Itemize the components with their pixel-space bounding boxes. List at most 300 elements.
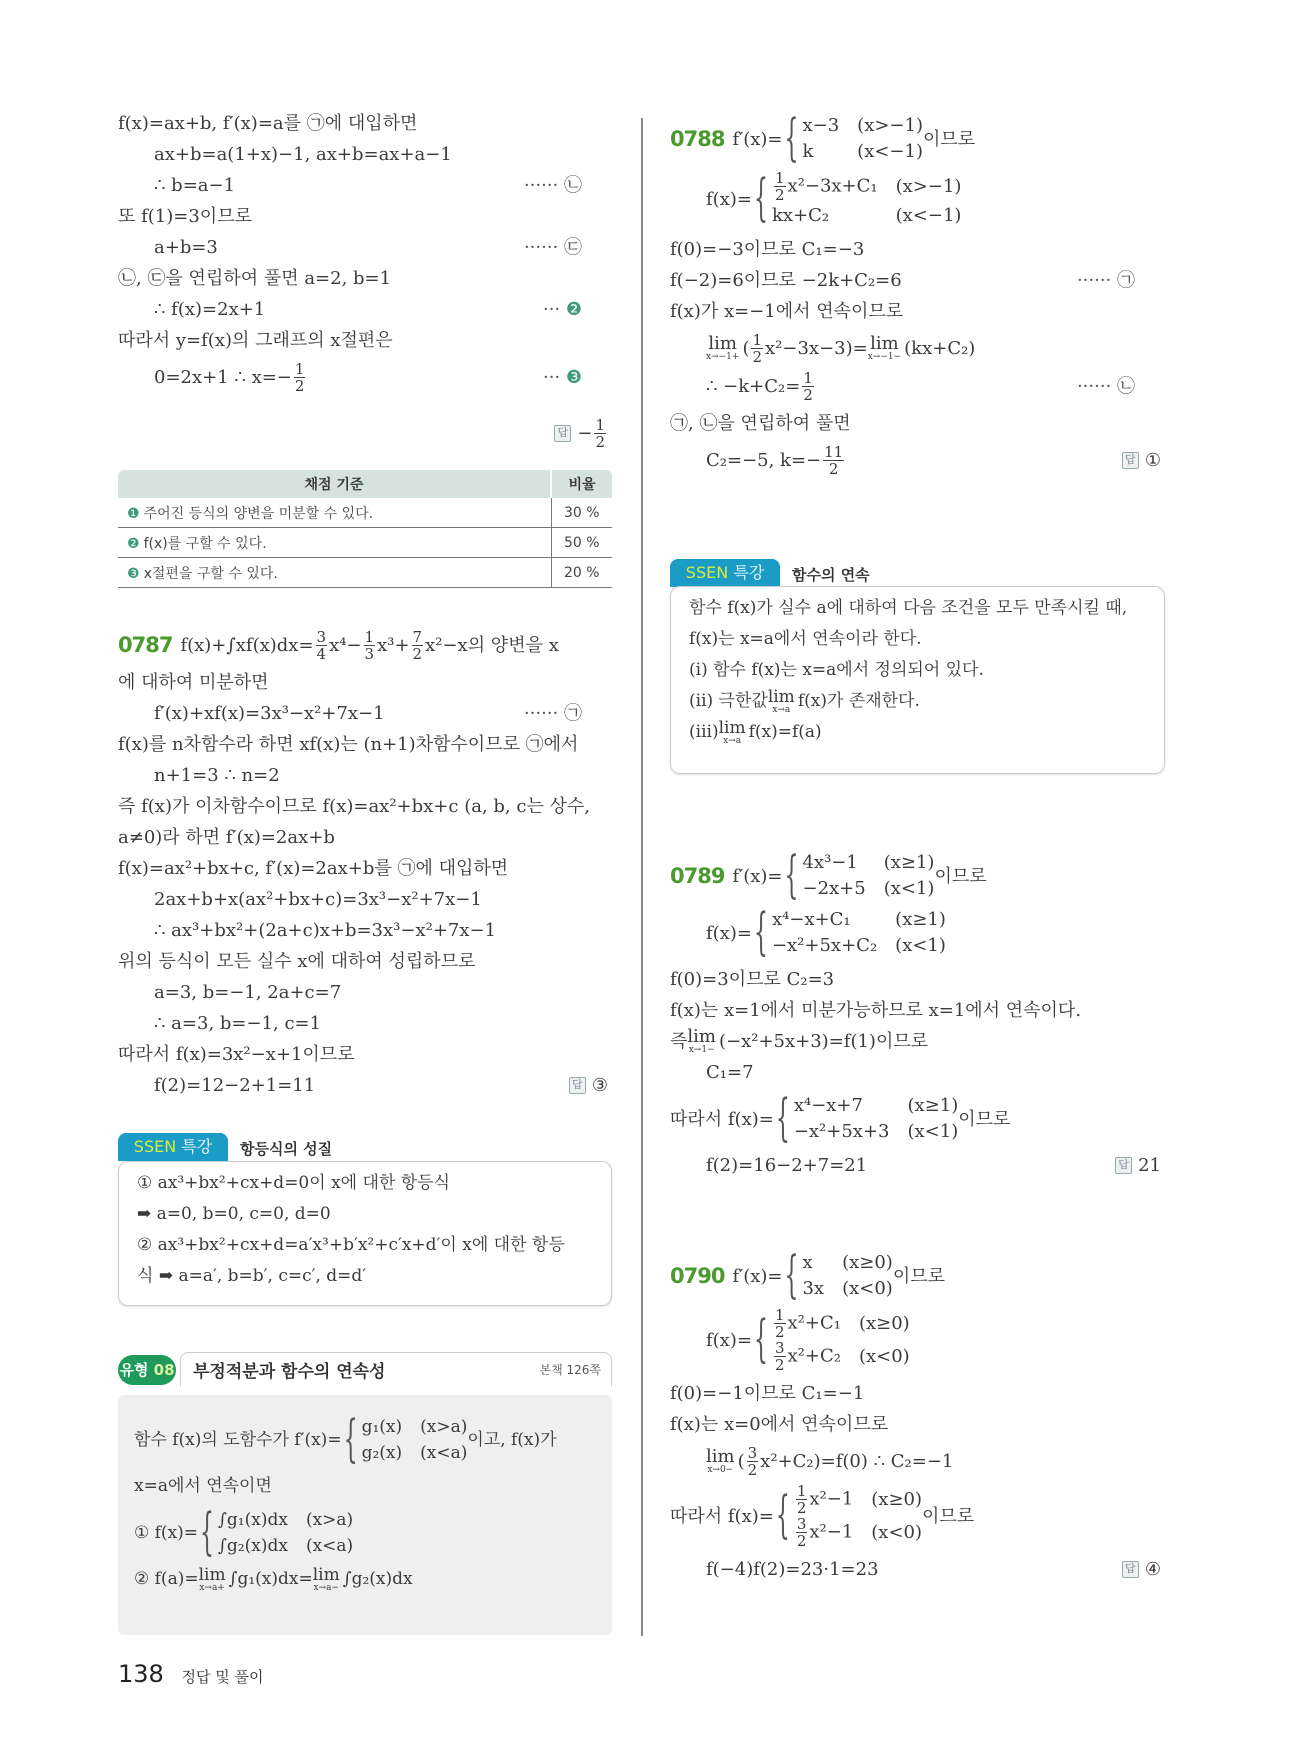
math-text: (x<1) [907,1121,959,1142]
piecewise-cases [198,1504,354,1562]
case-condition [908,1093,959,1119]
solution-line [118,760,612,791]
limit [706,335,739,362]
math-text: −x²+5x+C₂ [771,935,878,956]
math-text: 2ax+b+x(ax²+bx+c)=3x³−x²+7x−1 [154,889,482,910]
limit [768,688,795,715]
math-text: 에 대하여 미분하면 [118,672,269,693]
numerator: 3 [796,1515,807,1533]
case-condition [857,113,923,139]
solution-line [670,1483,1165,1549]
solution-line [670,904,1165,962]
math-text: ∴ b=a−1 [154,175,236,196]
math-text: ax+b=a(1+x)−1, ax+b=ax+a−1 [154,144,452,165]
math-text: 함수 f(x)의 도함수가 f′(x)= [134,1429,342,1450]
case-condition [306,1533,353,1559]
denominator: 2 [796,1499,807,1517]
type-badge-label: 유형 [119,1361,149,1379]
case-expression [802,1276,824,1302]
case-expression [794,1516,853,1549]
math-text: x³+ [377,635,410,656]
type-summary-box [118,1395,612,1635]
ssen-title: 항등식의 성질 [240,1140,333,1158]
math-text: (x>−1) [895,175,962,197]
solution-line [118,1070,612,1101]
ssen-content [689,593,1146,748]
math-text: (x<−1) [857,141,923,162]
page-number: 138 [118,1660,164,1688]
answer-icon: 답 [1122,452,1139,469]
fraction [774,1307,786,1340]
step-number-icon: ❶ [127,505,140,522]
ssen-lecture-tag [670,559,780,587]
math-text: 따라서 y=f(x)의 그래프의 x절편은 [118,330,393,351]
lim-text: lim [312,1565,340,1585]
denominator: 2 [294,377,305,395]
math-text: ➡ a=0, b=0, c=0, d=0 [137,1204,331,1224]
math-text: g₁(x) [361,1417,403,1437]
cases-grid [772,1307,910,1373]
solution-0787 [118,624,612,1101]
solution-line [134,1411,596,1469]
case-expression [772,933,877,959]
solution-line [118,263,612,294]
math-text: f(x)가 존재한다. [797,691,920,711]
math-text: f(x)는 x=1에서 미분가능하므로 x=1에서 연속이다. [670,1000,1082,1021]
numerator: 3 [316,628,327,646]
denominator: 4 [316,645,327,663]
fraction [751,332,763,365]
math-text: −2x+5 [802,878,866,899]
left-brace-icon: { [784,110,799,168]
math-text: ∫g₁(x)dx [218,1510,288,1530]
math-text: (x<1) [883,878,935,899]
case-expression [802,139,839,165]
criteria-text: f(x)를 구할 수 있다. [143,535,267,552]
math-text: kx+C₂ [771,205,830,226]
left-brace-icon: { [775,1090,790,1148]
solution-line [137,1261,593,1292]
left-brace-icon: { [784,1247,799,1305]
answer-icon: 답 [1122,1561,1139,1578]
case-expression [772,203,878,229]
answer-icon: 답 [569,1077,586,1094]
type-summary-content [134,1411,596,1595]
solution-line [137,1199,593,1230]
lim-subscript: x→a− [313,1583,339,1593]
solution-line [118,884,612,915]
step-number-icon: ❸ [127,565,140,582]
math-text: ∫g₂(x)dx [342,1569,413,1589]
equation-marker [524,232,582,263]
math-text: (x>a) [420,1417,468,1437]
limit [719,719,746,746]
solution-0788 [670,108,1165,482]
piecewise-cases [752,904,946,962]
math-text: f(x)= [706,189,752,210]
math-text: ① f(x)= [134,1522,199,1543]
solution-line [670,296,1165,327]
math-text: (x<−1) [895,205,962,226]
fraction [823,444,844,477]
answer-icon: 답 [554,425,571,442]
solution-line [118,629,612,662]
cases-grid [772,170,961,229]
math-text: a+b=3 [154,237,218,258]
math-text: 또 f(1)=3이므로 [118,206,252,227]
case-expression [772,1307,841,1340]
math-text: 따라서 f(x)= [670,1108,774,1130]
marker-dots: ······ [523,237,564,258]
equation-marker [543,294,582,325]
math-text: x⁴−x+7 [793,1095,863,1116]
problem-number: 0790 [670,1263,725,1288]
math-text: 이므로 [922,128,976,150]
lim-text: lim [718,718,746,738]
math-text: f(x)=ax+b, f′(x)=a를 ㉠에 대입하면 [118,113,418,134]
numerator: 1 [752,331,763,349]
step-number-icon: ❷ [127,535,140,552]
solution-line [118,201,612,232]
criteria-text: 주어진 등식의 양변을 미분할 수 있다. [143,505,374,522]
piecewise-cases [752,1307,910,1373]
math-text: a≠0)라 하면 f′(x)=2ax+b [118,827,335,848]
math-group [794,1516,853,1549]
ratio-value: 20 % [551,558,612,588]
solution-line [118,232,612,263]
cases-grid [362,1414,468,1466]
math-text: 함수 f(x)가 실수 a에 대하여 다음 조건을 모두 만족시킬 때, [689,598,1128,618]
numerator: 3 [747,1444,758,1462]
math-text: (x≥0) [858,1312,910,1334]
solution-line [670,370,1165,403]
left-brace-icon: { [784,847,799,905]
piecewise-cases [752,170,961,229]
criteria-text: x절편을 구할 수 있다. [143,565,278,582]
fraction [796,1516,808,1549]
cases-grid [802,113,923,165]
problem-number: 0787 [118,633,173,657]
math-text: x [802,1252,813,1273]
piecewise-cases [782,110,923,168]
case-expression [802,876,865,902]
math-text: ③ [591,1075,608,1096]
math-text: f(x)+∫xf(x)dx= [180,635,314,656]
case-expression [772,907,877,933]
math-text: (x<0) [858,1345,910,1367]
math-text: x²−1 [809,1488,854,1510]
table-row [118,498,612,528]
lim-text: lim [687,1026,716,1047]
solution-line [670,1057,1165,1088]
piecewise-cases [774,1090,959,1148]
denominator: 2 [412,645,423,663]
math-text: ② f(a)= [134,1569,199,1589]
math-text: ( [742,338,750,359]
math-text: f(0)=−1이므로 C₁=−1 [670,1383,865,1404]
math-text: x⁴−x+C₁ [771,909,851,930]
ssen-title: 함수의 연속 [792,566,870,584]
case-expression [772,170,878,203]
marker-dots: ······ [523,703,564,724]
limit [199,1566,226,1593]
cases-grid [794,1483,922,1549]
answer-0786 [118,418,612,449]
math-text: 식 ➡ a=a′, b=b′, c=c′, d=d′ [137,1266,367,1286]
page-footer [118,1660,264,1688]
marker-dots: ······ [1076,270,1117,291]
marker-dots: ··· [542,367,566,388]
solution-0790 [670,1245,1165,1585]
math-group [794,1483,853,1516]
case-condition [420,1440,467,1466]
numerator: 1 [595,416,605,434]
left-brace-icon: { [753,904,768,962]
table-row [118,558,612,588]
cases-grid [802,1250,892,1302]
type-title: 부정적분과 함수의 연속성 [193,1362,386,1382]
case-expression [794,1093,890,1119]
math-text: 3x [802,1278,825,1299]
case-condition [859,1307,910,1340]
solution-line [118,977,612,1008]
math-text: 즉 [670,1031,688,1052]
equation-marker [543,362,582,393]
limit [687,1028,716,1055]
math-text: ( [737,1451,745,1472]
problem-number: 0789 [670,863,725,888]
math-text: (ii) 극한값 [689,691,768,711]
solution-line [118,791,612,822]
math-text: g₂(x) [361,1443,403,1463]
math-text: f(x)는 x=a에서 연속이라 한다. [689,629,922,649]
math-text: 따라서 f(x)= [670,1505,774,1527]
math-text: (x<1) [895,935,946,956]
solution-line [670,265,1165,296]
math-text: f(0)=−3이므로 C₁=−3 [670,239,865,260]
math-text: f(x)는 x=0에서 연속이므로 [670,1414,889,1435]
lim-text: lim [708,333,738,354]
math-text: f(2)=16−2+7=21 [706,1155,868,1176]
solution-line [670,1378,1165,1409]
math-text: (x≥1) [883,852,935,873]
solution-line [118,698,612,729]
denominator: 2 [752,348,763,366]
math-text: (x<0) [871,1521,923,1543]
case-condition [859,1340,910,1373]
problem-number: 0788 [670,126,725,151]
solution-line [670,847,1165,905]
solution-line [670,964,1165,995]
solution-line [670,332,1165,365]
math-text: 이므로 [922,1505,975,1527]
solution-line [670,234,1165,265]
solution-line [670,170,1165,229]
math-text: f(x)= [706,922,752,944]
denominator: 2 [803,386,813,404]
equation-marker [1077,265,1135,296]
math-text: 이고, f(x)가 [467,1429,557,1450]
equation-marker [524,170,582,201]
math-text: f(2)=12−2+1=11 [154,1075,316,1096]
case-condition [420,1414,467,1440]
case-condition [896,170,962,203]
marker-label: ㉠ [564,703,582,724]
math-text: ∴ −k+C₂= [706,376,801,397]
case-expression [794,1483,853,1516]
solution-line [689,655,1146,686]
math-text: 이므로 [892,1265,945,1287]
math-text: ㉠, ㉡을 연립하여 풀면 [670,413,851,434]
math-text: x²+C₂ [787,1345,841,1367]
answer-icon: 답 [1115,1157,1132,1174]
cases-grid [218,1507,353,1559]
math-text: 이므로 [958,1108,1011,1130]
math-text: ∫g₂(x)dx [218,1536,288,1556]
left-brace-icon: { [343,1411,358,1469]
left-brace-icon: { [753,170,768,229]
left-brace-icon: { [775,1487,790,1545]
case-expression [794,1119,890,1145]
solution-line [689,686,1146,717]
piecewise-cases [782,1247,893,1305]
cases-grid [794,1093,958,1145]
fraction [774,1340,786,1373]
marker-label: ㉡ [564,175,582,196]
denominator: 2 [774,1356,785,1374]
solution-line [670,444,1165,477]
math-text: (iii) [689,722,719,742]
math-text: ② ax³+bx²+cx+d=a′x³+b′x²+c′x+d′이 x에 대한 항등 [137,1235,565,1255]
numerator: 1 [796,1482,807,1500]
lim-subscript: x→−1− [867,352,902,362]
case-condition [895,933,946,959]
math-text: f′(x)= [732,128,783,150]
limit [868,335,901,362]
table-header-ratio: 비율 [551,470,612,498]
math-text: (x<a) [420,1443,468,1463]
math-text: x=a에서 연속이면 [134,1476,272,1496]
column-divider [641,118,643,1636]
solution-line [118,822,612,853]
math-text: f(−4)f(2)=23·1=23 [706,1559,879,1580]
final-answer [569,1070,608,1101]
table-row [118,528,612,558]
math-text: f(x)=ax²+bx+c, f′(x)=2ax+b를 ㉠에 대입하면 [118,858,509,879]
numerator: 1 [803,369,813,387]
solution-line [118,108,612,139]
ssen-brand: SSEN [685,563,729,582]
math-text: 0=2x+1 ∴ x=− [154,367,292,388]
solution-0786-continued [118,108,612,399]
math-text: − [577,423,593,444]
case-condition [871,1483,922,1516]
equation-marker [524,698,582,729]
cases-grid [772,907,946,959]
math-text: (−x²+5x+3)=f(1)이므로 [718,1031,929,1052]
math-text: f(x)가 x=−1에서 연속이므로 [670,301,904,322]
solution-line [118,1008,612,1039]
denominator: 3 [364,645,375,663]
math-text: (x≥0) [842,1252,893,1273]
numerator: 1 [774,1306,785,1324]
case-condition [884,876,935,902]
solution-line [118,325,612,356]
numerator: 11 [824,443,844,461]
math-text: f′(x)+xf(x)=3x³−x²+7x−1 [154,703,385,724]
fraction [802,370,814,403]
math-text: C₂=−5, k=− [706,450,822,471]
ratio-value: 50 % [551,528,612,558]
math-text: f′(x)= [732,865,783,887]
solution-line [118,361,612,394]
ssen-content [137,1168,593,1292]
math-group [772,1307,841,1340]
marker-label: ㉠ [1117,270,1135,291]
solution-line [689,624,1146,655]
math-text: −x²+5x+3 [793,1121,890,1142]
denominator: 2 [828,460,839,478]
math-text: (x>−1) [857,115,923,136]
solution-line [670,1090,1165,1148]
cases-grid [802,850,934,902]
math-text: k [802,141,814,162]
solution-line [670,1409,1165,1440]
math-text: ∴ a=3, b=−1, c=1 [154,1013,322,1034]
numerator: 3 [774,1339,785,1357]
case-expression [772,1340,841,1373]
math-text: C₁=7 [706,1062,754,1083]
lim-subscript: x→a+ [199,1583,225,1593]
final-answer [1115,1150,1161,1181]
case-expression [802,113,839,139]
solution-line [134,1564,596,1595]
solution-line [670,1150,1165,1181]
math-text: f(x)= [706,1329,752,1351]
type-header [180,1352,612,1386]
marker-label: ❸ [565,367,582,388]
math-text: f′(x)= [732,1265,783,1287]
math-group [772,170,878,203]
case-expression [218,1507,288,1533]
marker-label: ❷ [565,299,582,320]
final-answer [1122,445,1161,476]
type-badge [118,1355,176,1385]
solution-line [689,717,1146,748]
denominator: 2 [774,1323,785,1341]
math-text: f(−2)=6이므로 −2k+C₂=6 [670,270,902,291]
ssen-box-continuity [670,586,1165,774]
fraction [774,170,786,203]
math-group [772,1340,841,1373]
solution-line [118,418,612,449]
solution-line [670,110,1165,168]
lim-text: lim [706,1446,735,1467]
solution-line [118,139,612,170]
math-text: x²−1 [809,1521,854,1543]
lim-text: lim [767,687,795,707]
case-condition [842,1276,893,1302]
solution-line [118,915,612,946]
ssen-brand: SSEN [133,1137,177,1156]
math-text: f(0)=3이므로 C₂=3 [670,969,835,990]
denominator: 2 [796,1532,807,1550]
case-condition [884,850,935,876]
marker-dots: ··· [542,299,566,320]
math-text: f(x)=f(a) [748,722,822,742]
piecewise-cases [774,1483,922,1549]
fraction [364,629,376,662]
